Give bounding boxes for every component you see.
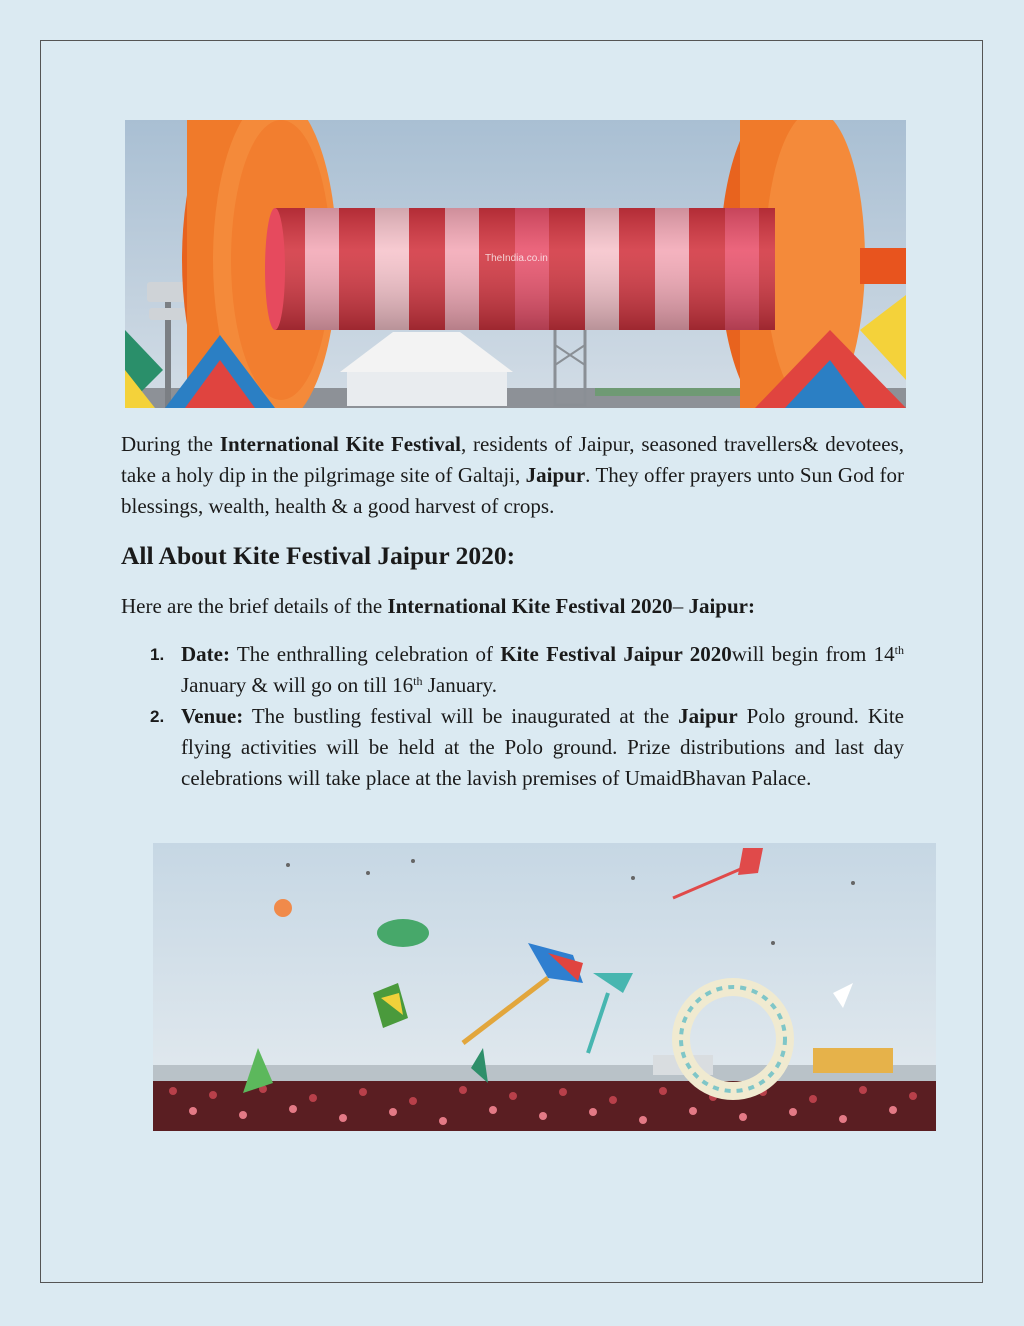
- intro-bold-jaipur: Jaipur: [525, 463, 586, 487]
- list-text: January & will go on till 16: [181, 673, 414, 697]
- details-list: [121, 639, 904, 794]
- superscript: th: [413, 674, 423, 688]
- list-text: Polo ground. Kite flying activities will be held at the Polo ground. Prize distributions and last day celebrations will take place at the lavish premises of UmaidBhavan Palace.: [181, 704, 904, 790]
- list-text: The bustling festival will be inaugurated at the: [243, 704, 679, 728]
- intro-text-3: . They offer prayers unto Sun God for blessings, wealth, health & a good harvest of crops.: [121, 463, 904, 518]
- section-heading: All About Kite Festival Jaipur 2020:: [121, 541, 516, 570]
- intro-text-2: , residents of Jaipur, seasoned travellers& devotees, take a holy dip in the pilgrimage site of Galtaji,: [121, 432, 904, 487]
- list-bold: Kite Festival Jaipur 2020: [500, 642, 732, 666]
- list-number: 1.: [150, 645, 165, 664]
- lead-text-1: Here are the brief details of the: [121, 594, 388, 618]
- list-bold: Jaipur: [678, 704, 738, 728]
- lead-text-2: –: [672, 594, 689, 618]
- lead-paragraph: [121, 591, 904, 622]
- list-item-date: [121, 639, 904, 701]
- list-text: The enthralling celebration of: [229, 642, 501, 666]
- intro-text-1: During the: [121, 432, 220, 456]
- list-label: Date:: [181, 642, 230, 666]
- watermark: TheIndia.co.in: [485, 253, 548, 264]
- intro-bold-festival: International Kite Festival: [219, 432, 461, 456]
- intro-paragraph: [121, 429, 904, 522]
- lead-bold-jaipur: Jaipur:: [688, 594, 755, 618]
- list-number: 2.: [150, 707, 165, 726]
- superscript: th: [894, 643, 904, 657]
- lead-bold-festival: International Kite Festival 2020: [387, 594, 673, 618]
- kites-photo: [153, 843, 936, 1131]
- list-label: Venue:: [181, 704, 244, 728]
- list-item-venue: [121, 701, 904, 794]
- list-text: will begin from 14: [731, 642, 895, 666]
- list-text: January.: [422, 673, 497, 697]
- spool-photo: [125, 120, 906, 408]
